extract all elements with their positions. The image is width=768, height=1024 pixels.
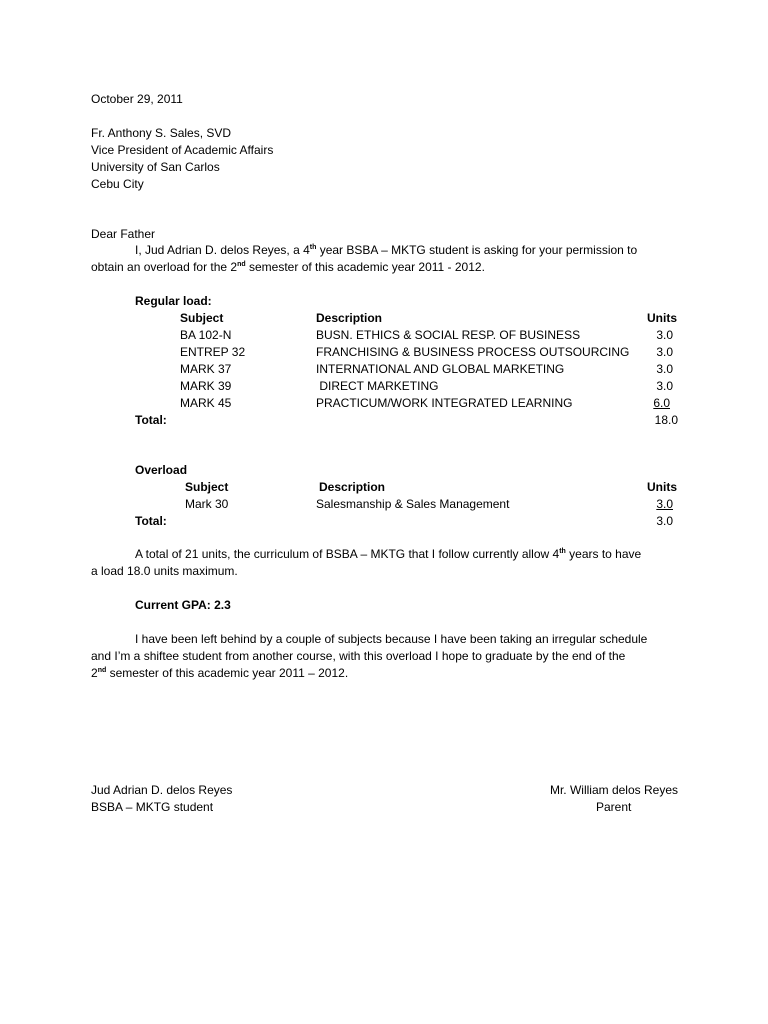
table-row <box>135 361 695 377</box>
row-description: Salesmanship & Sales Management <box>316 497 510 511</box>
header-subject: Subject <box>185 480 229 494</box>
salutation: Dear Father <box>91 227 156 241</box>
intro-line-2 <box>91 259 485 275</box>
student-signature-role: BSBA – MKTG student <box>91 800 214 814</box>
superscript: th <box>559 548 566 555</box>
total-value: 3.0 <box>656 514 673 528</box>
paragraph-text: A total of 21 units, the curriculum of BSBA – MKTG that I follow currently allow 4 <box>135 547 560 561</box>
header-units: Units <box>647 480 677 494</box>
row-description: FRANCHISING & BUSINESS PROCESS OUTSOURCING <box>316 345 630 359</box>
parent-signature-role: Parent <box>596 800 632 814</box>
regular-load-heading: Regular load: <box>135 294 212 308</box>
header-description: Description <box>316 311 383 325</box>
superscript: nd <box>97 667 107 674</box>
paragraph-text: 2 <box>91 666 98 680</box>
row-units: 3.0 <box>656 497 673 511</box>
total-label: Total: <box>135 413 167 427</box>
intro-text: semester of this academic year 2011 - 2012. <box>245 260 485 274</box>
table-row <box>135 395 695 411</box>
recipient-title: Vice President of Academic Affairs <box>91 143 274 157</box>
row-subject: MARK 39 <box>180 379 232 393</box>
total-row <box>135 513 695 529</box>
row-subject: MARK 37 <box>180 362 232 376</box>
intro-text: obtain an overload for the 2 <box>91 260 238 274</box>
recipient-name: Fr. Anthony S. Sales, SVD <box>91 126 232 140</box>
row-units: 3.0 <box>656 345 673 359</box>
total-paragraph-line-2: a load 18.0 units maximum. <box>91 564 238 578</box>
row-units: 6.0 <box>653 396 670 410</box>
row-units: 3.0 <box>656 328 673 342</box>
paragraph-text: years to have <box>565 547 642 561</box>
table-row <box>135 378 695 394</box>
header-description: Description <box>319 480 386 494</box>
recipient-org: University of San Carlos <box>91 160 220 174</box>
row-description: PRACTICUM/WORK INTEGRATED LEARNING <box>316 396 573 410</box>
paragraph-text: semester of this academic year 2011 – 2012. <box>106 666 349 680</box>
header-units: Units <box>647 311 677 325</box>
intro-text: I, Jud Adrian D. delos Reyes, a 4 <box>135 243 310 257</box>
total-row <box>135 412 695 428</box>
table-row <box>135 496 695 512</box>
superscript: th <box>309 244 317 251</box>
total-paragraph-line-1 <box>135 546 641 562</box>
row-units: 3.0 <box>656 362 673 376</box>
row-subject: Mark 30 <box>185 497 229 511</box>
header-subject: Subject <box>180 311 224 325</box>
intro-text: year BSBA – MKTG student is asking for your permission to <box>316 243 638 257</box>
row-units: 3.0 <box>656 379 673 393</box>
table-header-row <box>135 310 695 326</box>
reason-paragraph-line-3 <box>91 665 348 681</box>
table-row <box>135 344 695 360</box>
recipient-city: Cebu City <box>91 177 144 191</box>
letter-date: October 29, 2011 <box>91 92 183 106</box>
table-row <box>135 327 695 343</box>
intro-line-1 <box>135 242 637 258</box>
reason-paragraph-line-2: and I’m a shiftee student from another course, with this overload I hope to graduate by the end of the <box>91 649 626 663</box>
overload-heading: Overload <box>135 463 188 477</box>
row-description: BUSN. ETHICS & SOCIAL RESP. OF BUSINESS <box>316 328 581 342</box>
row-subject: BA 102-N <box>180 328 232 342</box>
row-subject: MARK 45 <box>180 396 232 410</box>
row-description: INTERNATIONAL AND GLOBAL MARKETING <box>316 362 565 376</box>
total-label: Total: <box>135 514 167 528</box>
table-header-row <box>135 479 695 495</box>
total-value: 18.0 <box>654 413 678 427</box>
row-description: DIRECT MARKETING <box>316 379 439 393</box>
parent-signature-name: Mr. William delos Reyes <box>549 783 678 797</box>
row-subject: ENTREP 32 <box>180 345 246 359</box>
current-gpa: Current GPA: 2.3 <box>135 598 231 612</box>
student-signature-name: Jud Adrian D. delos Reyes <box>91 783 233 797</box>
reason-paragraph-line-1: I have been left behind by a couple of subjects because I have been taking an irregular schedule <box>135 632 648 646</box>
superscript: nd <box>237 261 246 268</box>
